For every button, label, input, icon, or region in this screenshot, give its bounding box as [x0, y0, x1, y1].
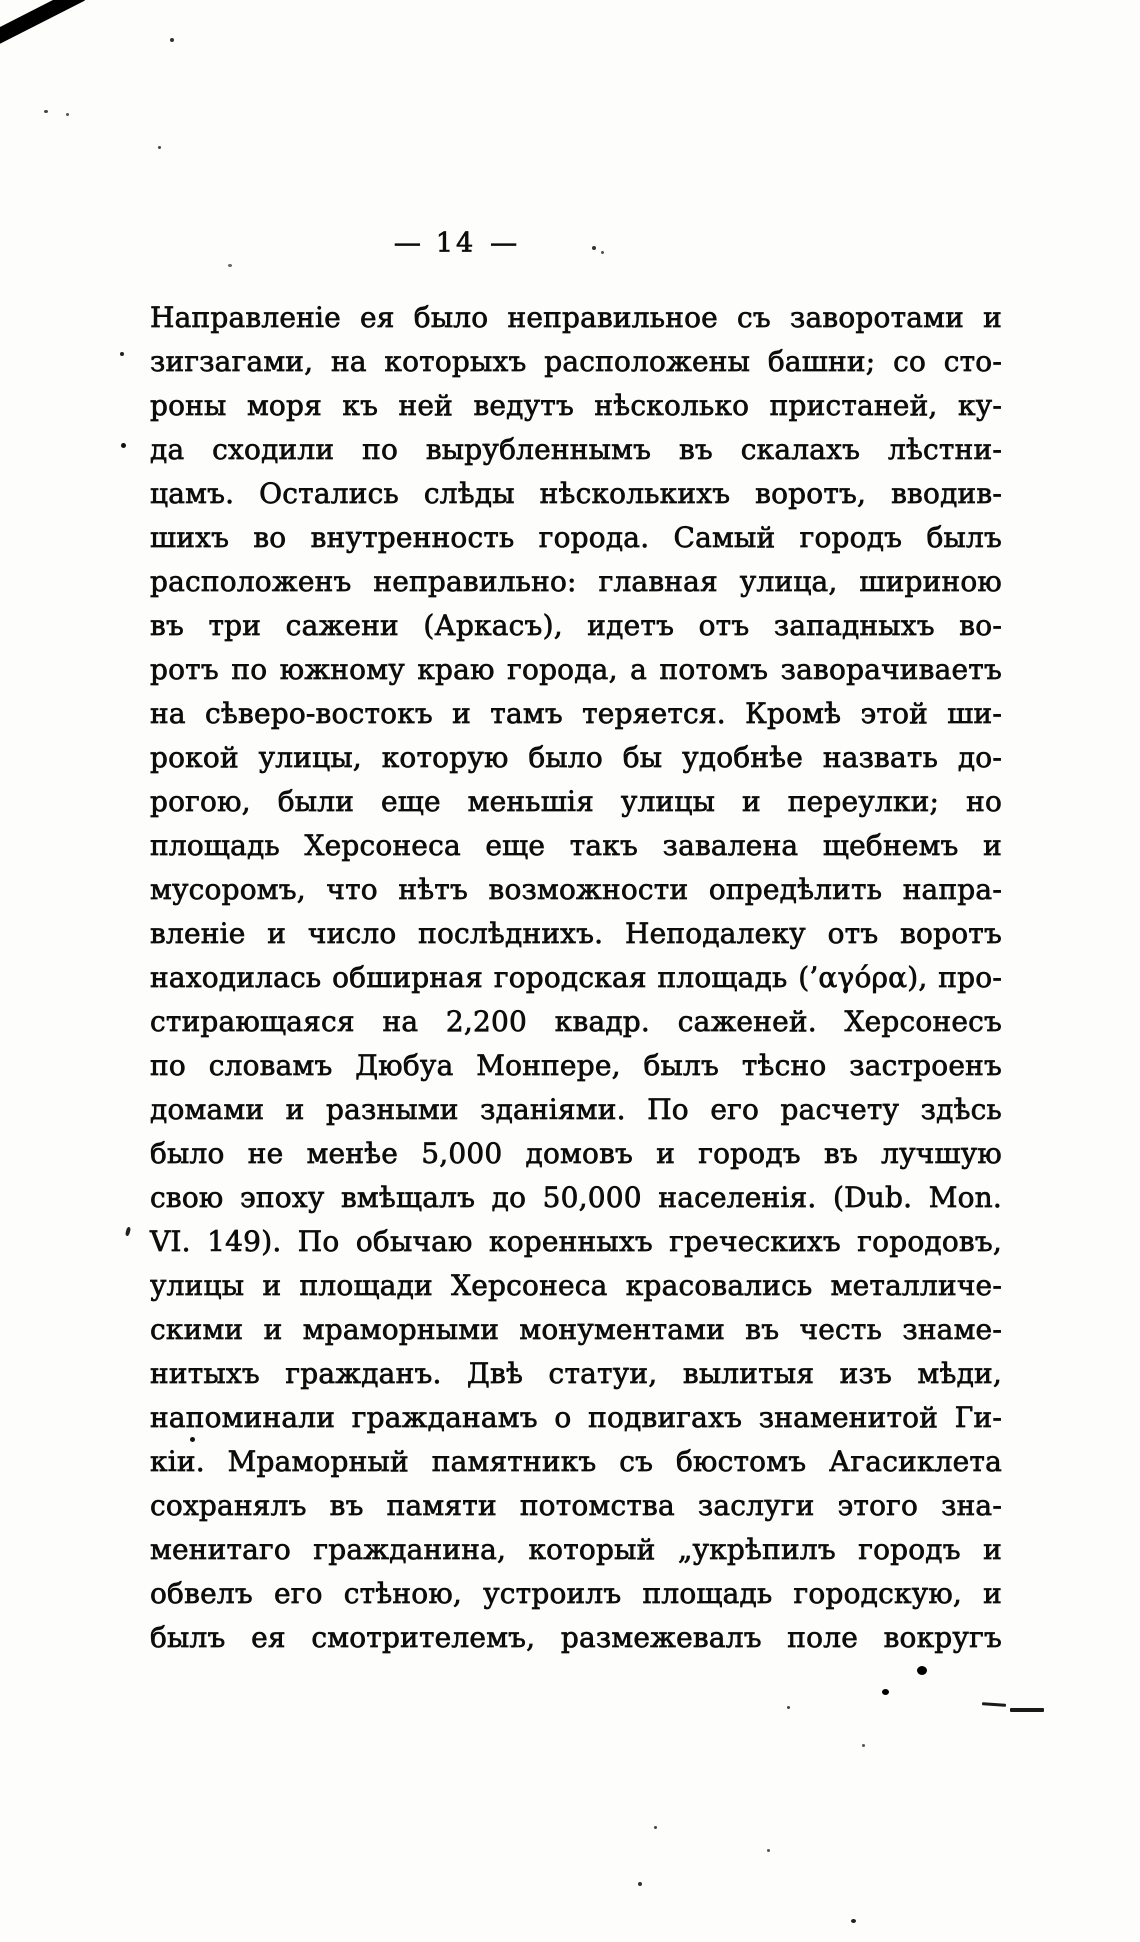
text-line: менитаго гражданина, который „укрѣпилъ городъ и	[150, 1533, 1002, 1566]
scan-speck	[228, 264, 232, 267]
scan-speck	[654, 1826, 657, 1829]
text-line: свою эпоху вмѣщалъ до 50,000 населенія. (Dub. Mon.	[150, 1181, 1002, 1214]
text-line: обвелъ его стѣною, устроилъ площадь городскую, и	[150, 1577, 1002, 1610]
scan-speck	[787, 1706, 790, 1709]
text-line: зигзагами, на которыхъ расположены башни; со сто-	[150, 345, 1002, 378]
scan-speck	[158, 146, 161, 149]
text-line: да сходили по вырубленнымъ въ скалахъ лѣстни-	[150, 433, 1002, 466]
scan-dash	[982, 1702, 1006, 1707]
text-line: рогою, были еще меньшія улицы и переулки; но	[150, 785, 1002, 818]
scan-speck	[66, 113, 69, 116]
text-line: улицы и площади Херсонеса красовались металличе-	[150, 1269, 1002, 1302]
ink-stroke-artifact	[0, 0, 86, 48]
text-line: шихъ во внутренность города. Самый городъ былъ	[150, 521, 1002, 554]
text-line: на сѣверо-востокъ и тамъ теряется. Кромѣ этой ши-	[150, 697, 1002, 730]
scan-speck	[44, 110, 48, 113]
text-line: цамъ. Остались слѣды нѣсколькихъ воротъ, вводив-	[150, 477, 1002, 510]
scan-speck	[882, 1689, 889, 1695]
text-line: по словамъ Дюбуа Монпере, былъ тѣсно застроенъ	[150, 1049, 1002, 1082]
scan-dash	[1010, 1708, 1044, 1712]
text-line: Направленіе ея было неправильное съ заворотами и	[150, 301, 1002, 334]
page-header	[0, 228, 912, 259]
scan-speck	[767, 1849, 770, 1852]
scan-speck	[862, 1744, 865, 1747]
scan-speck	[190, 1437, 195, 1442]
text-line: мусоромъ, что нѣтъ возможности опредѣлить напра-	[150, 873, 1002, 906]
text-line: расположенъ неправильно: главная улица, шириною	[150, 565, 1002, 598]
scan-speck	[601, 251, 604, 254]
text-line: роны моря къ ней ведутъ нѣсколько пристаней, ку-	[150, 389, 1002, 422]
text-line: ротъ по южному краю города, а потомъ заворачиваетъ	[150, 653, 1002, 686]
scan-speck	[592, 246, 596, 250]
scan-speck	[917, 1666, 927, 1675]
scan-speck	[638, 1882, 642, 1886]
scan-speck	[170, 38, 174, 42]
text-line: кіи. Мраморный памятникъ съ бюстомъ Агасиклета	[150, 1445, 1002, 1478]
text-line: площадь Херсонеса еще такъ завалена щебнемъ и	[150, 829, 1002, 862]
text-line: сохранялъ въ памяти потомства заслуги этого зна-	[150, 1489, 1002, 1522]
text-line: въ три сажени (Аркасъ), идетъ отъ западныхъ во-	[150, 609, 1002, 642]
text-line: скими и мраморными монументами въ честь знаме-	[150, 1313, 1002, 1346]
text-line: VI. 149). По обычаю коренныхъ греческихъ городовъ,	[150, 1225, 1002, 1258]
scan-speck	[120, 352, 124, 356]
page-number: 14	[435, 228, 477, 259]
text-line: напоминали гражданамъ о подвигахъ знаменитой Ги-	[150, 1401, 1002, 1434]
header-dash-right: —	[490, 228, 519, 259]
text-line: былъ ея смотрителемъ, размежевалъ поле вокругъ	[150, 1621, 1002, 1654]
text-line: стирающаяся на 2,200 квадр. саженей. Херсонесъ	[150, 1005, 1002, 1038]
text-line: домами и разными зданіями. По его расчету здѣсь	[150, 1093, 1002, 1126]
text-line: было не менѣе 5,000 домовъ и городъ въ лучшую	[150, 1137, 1002, 1170]
text-line: нитыхъ гражданъ. Двѣ статуи, вылитыя изъ мѣди,	[150, 1357, 1002, 1390]
text-line: рокой улицы, которую было бы удобнѣе назвать до-	[150, 741, 1002, 774]
header-dash-left: —	[393, 228, 422, 259]
page-text	[150, 296, 1002, 1660]
scan-speck	[121, 443, 126, 448]
scan-speck	[125, 1227, 131, 1237]
scan-speck	[851, 1919, 856, 1923]
text-line: находилась обширная городская площадь (’αγόρα), про-	[150, 961, 1002, 994]
text-line: вленіе и число послѣднихъ. Неподалеку отъ воротъ	[150, 917, 1002, 950]
